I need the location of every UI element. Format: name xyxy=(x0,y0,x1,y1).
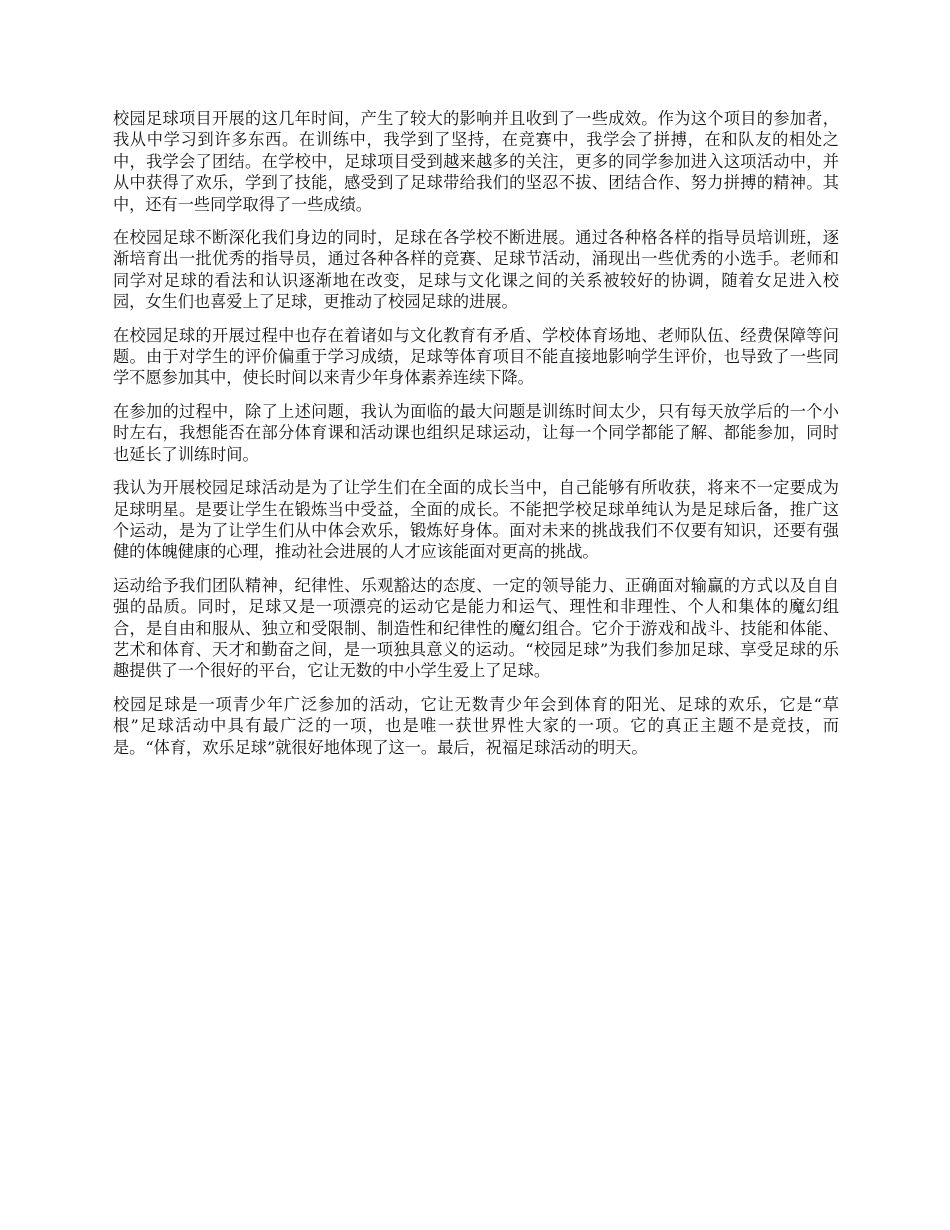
document-body xyxy=(113,108,839,770)
paragraph-7: 校园足球是一项青少年广泛参加的活动，它让无数青少年会到体育的阳光、足球的欢乐，它是“草根”足球活动中具有最广泛的一项，也是唯一获世界性大家的一项。它的真正主题不是竞技，而是。“体育，欢乐足球”就很好地体现了这一。最后，祝福足球活动的明天。 xyxy=(113,694,839,757)
paragraph-1: 校园足球项目开展的这几年时间，产生了较大的影响并且收到了一些成效。作为这个项目的参加者，我从中学习到许多东西。在训练中，我学到了坚持，在竞赛中，我学会了拼搏，在和队友的相处之中，我学会了团结。在学校中，足球项目受到越来越多的关注，更多的同学参加进入这项活动中，并从中获得了欢乐，学到了技能，感受到了足球带给我们的坚忍不拔、团结合作、努力拼搏的精神。其中，还有一些同学取得了一些成绩。 xyxy=(113,109,839,214)
paragraph-3: 在校园足球的开展过程中也存在着诸如与文化教育有矛盾、学校体育场地、老师队伍、经费保障等问题。由于对学生的评价偏重于学习成绩，足球等体育项目不能直接地影响学生评价，也导致了一些同学不愿参加其中，使长时间以来青少年身体素养连续下降。 xyxy=(113,325,839,388)
paragraph-2: 在校园足球不断深化我们身边的同时，足球在各学校不断进展。通过各种格各样的指导员培训班，逐渐培育出一批优秀的指导员，通过各种各样的竞赛、足球节活动，涌现出一些优秀的小选手。老师和同学对足球的看法和认识逐渐地在改变，足球与文化课之间的关系被较好的协调，随着女足进入校园，女生们也喜爱上了足球，更推动了校园足球的进展。 xyxy=(113,228,839,312)
paragraph-5: 我认为开展校园足球活动是为了让学生们在全面的成长当中，自己能够有所收获，将来不一定要成为足球明星。是要让学生在锻炼当中受益，全面的成长。不能把学校足球单纯认为是足球后备，推广这个运动，是为了让学生们从中体会欢乐，锻炼好身体。面对未来的挑战我们不仅要有知识，还要有强健的体魄健康的心理，推动社会进展的人才应该能面对更高的挑战。 xyxy=(113,478,839,562)
paragraph-6: 运动给予我们团队精神，纪律性、乐观豁达的态度、一定的领导能力、正确面对输赢的方式以及自自强的品质。同时，足球又是一项漂亮的运动它是能力和运气、理性和非理性、个人和集体的魔幻组合，是自由和服从、独立和受限制、制造性和纪律性的魔幻组合。它介于游戏和战斗、技能和体能、艺术和体育、天才和勤奋之间，是一项独具意义的运动。“校园足球”为我们参加足球、享受足球的乐趣提供了一个很好的平台，它让无数的中小学生爱上了足球。 xyxy=(113,575,839,681)
paragraph-4: 在参加的过程中，除了上述问题，我认为面临的最大问题是训练时间太少，只有每天放学后的一个小时左右，我想能否在部分体育课和活动课也组织足球运动，让每一个同学都能了解、都能参加，同时也延长了训练时间。 xyxy=(113,401,839,464)
